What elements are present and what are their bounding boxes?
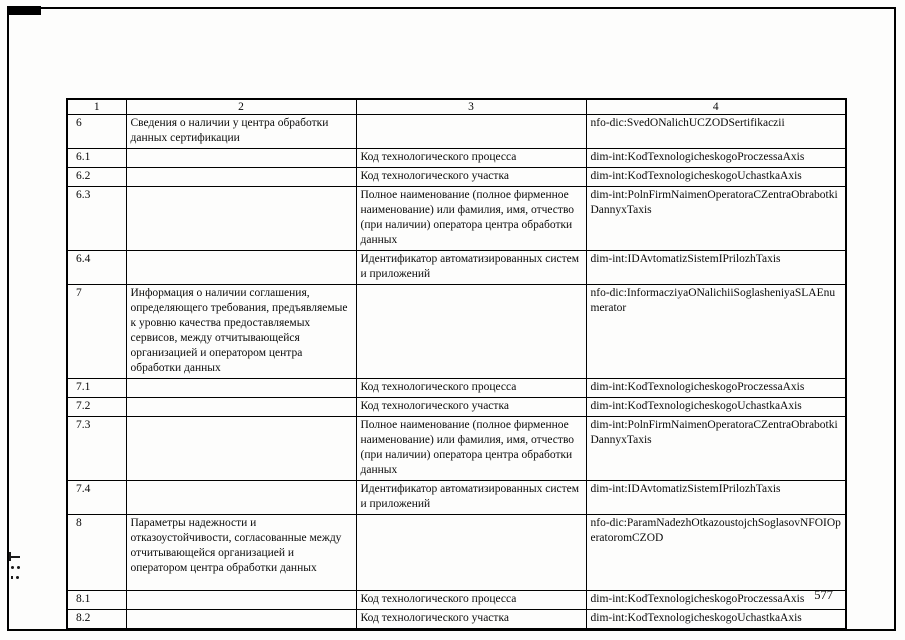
cell-subitem: Идентификатор автоматизированных систем и приложений: [356, 251, 586, 285]
cell-subitem: [356, 515, 586, 591]
cell-number: 6.2: [67, 168, 126, 187]
cell-code: dim-int:KodTexnologicheskogoProczessaAxis: [586, 591, 846, 610]
table-row: [67, 251, 846, 285]
scan-artifact-corner: [7, 6, 41, 15]
cell-subitem: [356, 285, 586, 379]
cell-subitem: Полное наименование (полное фирменное наименование) или фамилия, имя, отчество (при наличии) оператора центра обработки данных: [356, 187, 586, 251]
cell-description: [126, 168, 356, 187]
column-header: 2: [126, 99, 356, 115]
cell-description: Сведения о наличии у центра обработки данных сертификации: [126, 115, 356, 149]
table-row: [67, 285, 846, 379]
cell-number: 8.2: [67, 610, 126, 630]
cell-description: [126, 417, 356, 481]
cell-code: dim-int:KodTexnologicheskogoUchastkaAxis: [586, 398, 846, 417]
cell-subitem: Код технологического процесса: [356, 591, 586, 610]
cell-description: [126, 398, 356, 417]
cell-description: Информация о наличии соглашения, определяющего требования, предъявляемые к уровню качества предоставляемых сервисов, между отчитывающейся организацией и оператором центра обработки данных: [126, 285, 356, 379]
cell-description: [126, 149, 356, 168]
cell-code: nfo-dic:InformacziyaONalichiiSoglasheniyaSLAEnumerator: [586, 285, 846, 379]
cell-subitem: Код технологического процесса: [356, 379, 586, 398]
column-header: 3: [356, 99, 586, 115]
cell-subitem: Идентификатор автоматизированных систем и приложений: [356, 481, 586, 515]
cell-description: Параметры надежности и отказоустойчивости, согласованные между отчитывающейся организацией и оператором центра обработки данных: [126, 515, 356, 591]
cell-subitem: Код технологического процесса: [356, 149, 586, 168]
cell-subitem: Код технологического участка: [356, 168, 586, 187]
table-row: [67, 149, 846, 168]
cell-number: 7.1: [67, 379, 126, 398]
cell-subitem: Полное наименование (полное фирменное наименование) или фамилия, имя, отчество (при наличии) оператора центра обработки данных: [356, 417, 586, 481]
page-number: 577: [814, 588, 833, 602]
cell-number: 8.1: [67, 591, 126, 610]
cell-code: dim-int:KodTexnologicheskogoProczessaAxis: [586, 379, 846, 398]
table-row: [67, 591, 846, 610]
table-row: [67, 379, 846, 398]
column-header: 1: [67, 99, 126, 115]
cell-code: nfo-dic:SvedONalichUCZODSertifikaczii: [586, 115, 846, 149]
cell-code: dim-int:PolnFirmNaimenOperatoraCZentraObrabotkiDannyxTaxis: [586, 187, 846, 251]
data-table: [66, 98, 847, 630]
scan-artifact: [9, 552, 11, 561]
scan-artifact: [16, 576, 19, 579]
cell-number: 6.4: [67, 251, 126, 285]
table-header-row: [67, 99, 846, 115]
cell-code: dim-int:IDAvtomatizSistemIPrilozhTaxis: [586, 251, 846, 285]
table-row: [67, 515, 846, 591]
table-row: [67, 398, 846, 417]
cell-subitem: Код технологического участка: [356, 398, 586, 417]
cell-description: [126, 251, 356, 285]
cell-number: 6.1: [67, 149, 126, 168]
cell-number: 7.4: [67, 481, 126, 515]
cell-subitem: [356, 115, 586, 149]
scan-artifact: [17, 566, 20, 569]
table-row: [67, 417, 846, 481]
cell-code: dim-int:KodTexnologicheskogoUchastkaAxis: [586, 610, 846, 630]
cell-description: [126, 610, 356, 630]
table-row: [67, 115, 846, 149]
cell-code: dim-int:KodTexnologicheskogoUchastkaAxis: [586, 168, 846, 187]
cell-code: nfo-dic:ParamNadezhOtkazoustojchSoglasovNFOIOperatoromCZOD: [586, 515, 846, 591]
cell-number: 7.3: [67, 417, 126, 481]
table-row: [67, 168, 846, 187]
table-row: [67, 481, 846, 515]
cell-code: dim-int:KodTexnologicheskogoProczessaAxis: [586, 149, 846, 168]
cell-code: dim-int:PolnFirmNaimenOperatoraCZentraObrabotkiDannyxTaxis: [586, 417, 846, 481]
cell-description: [126, 591, 356, 610]
cell-number: 8: [67, 515, 126, 591]
cell-number: 7.2: [67, 398, 126, 417]
cell-description: [126, 379, 356, 398]
table-row: [67, 610, 846, 630]
cell-description: [126, 187, 356, 251]
scan-artifact: [11, 576, 13, 579]
cell-number: 6.3: [67, 187, 126, 251]
cell-description: [126, 481, 356, 515]
scan-artifact: [11, 566, 14, 569]
table-row: [67, 187, 846, 251]
cell-number: 7: [67, 285, 126, 379]
cell-number: 6: [67, 115, 126, 149]
column-header: 4: [586, 99, 846, 115]
cell-code: dim-int:IDAvtomatizSistemIPrilozhTaxis: [586, 481, 846, 515]
cell-subitem: Код технологического участка: [356, 610, 586, 630]
